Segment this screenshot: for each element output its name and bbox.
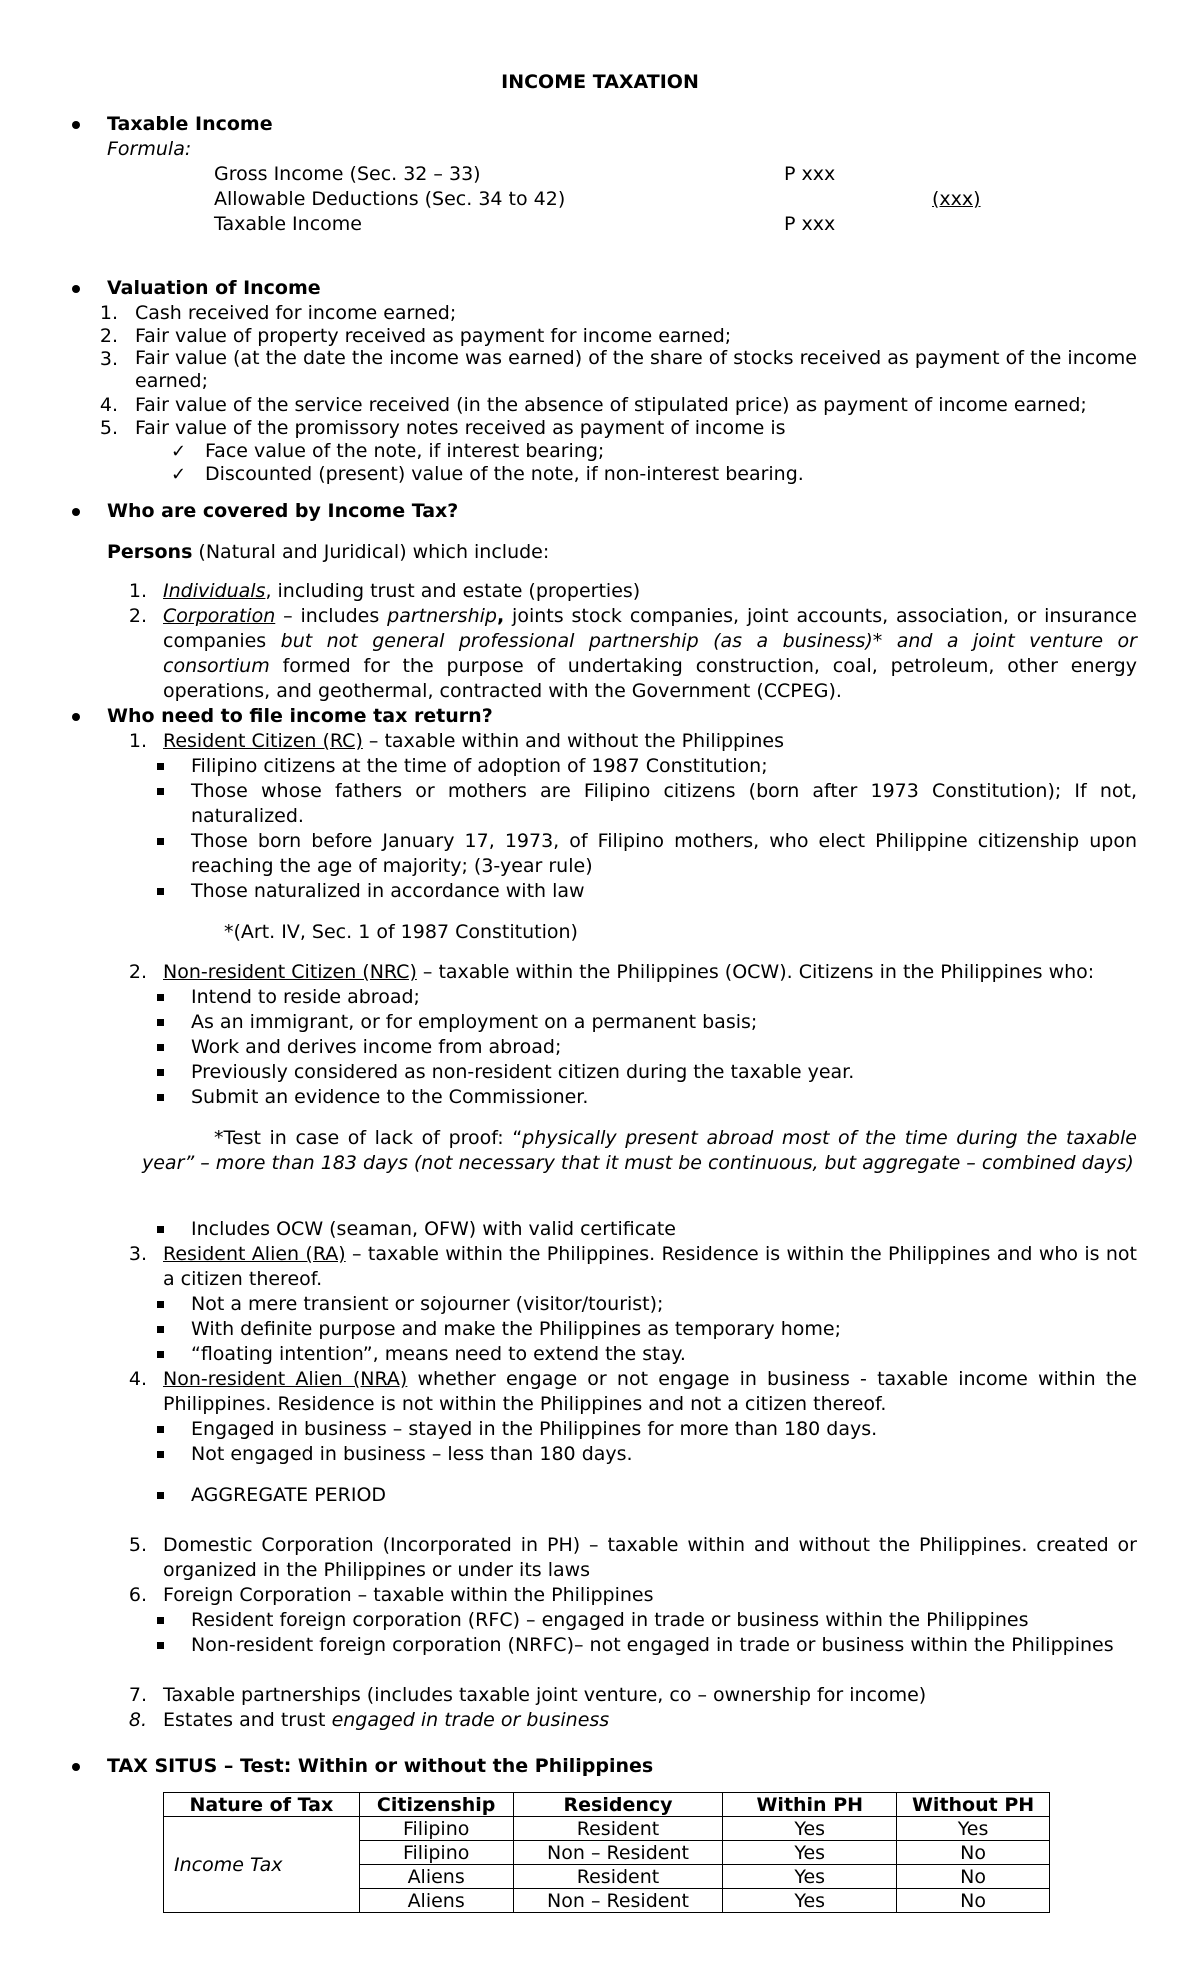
page-title: INCOME TAXATION <box>501 71 699 93</box>
section-heading-situs: TAX SITUS – Test: Within or without the Philippines <box>107 1755 654 1777</box>
check-item: Discounted (present) value of the note, if non-interest bearing. <box>205 463 804 485</box>
square-bullet-icon <box>157 1069 164 1076</box>
table-cell: Non – Resident <box>513 1841 723 1865</box>
square-bullet-icon <box>157 1642 164 1649</box>
list-number: 2. <box>128 605 147 627</box>
list-number: 2. <box>128 961 147 983</box>
table-row <box>164 1817 1050 1841</box>
table-cell: Filipino <box>359 1841 513 1865</box>
column-header: Citizenship <box>359 1793 513 1817</box>
table-cell: Yes <box>723 1889 897 1913</box>
bullet-item: Intend to reside abroad; <box>191 986 420 1008</box>
list-number: 4. <box>99 394 118 416</box>
bullet-item: Not a mere transient or sojourner (visitor/tourist); <box>191 1293 664 1315</box>
list-number: 3. <box>99 348 118 370</box>
bullet-item: Those born before January 17, 1973, of Filipino mothers, who elect Philippine citizenship upon reaching the age of majority; (3-year rule) <box>191 830 1137 877</box>
square-bullet-icon <box>157 994 164 1001</box>
list-number: 8. <box>128 1709 147 1731</box>
list-number: 3. <box>128 1243 147 1265</box>
table-cell: Yes <box>897 1817 1050 1841</box>
section-heading-file: Who need to file income tax return? <box>107 705 493 727</box>
rc-note: *(Art. IV, Sec. 1 of 1987 Constitution) <box>224 921 578 943</box>
square-bullet-icon <box>157 1326 164 1333</box>
tax-situs-table <box>163 1792 1050 1913</box>
check-item: Face value of the note, if interest bearing; <box>205 440 605 462</box>
table-cell: Yes <box>723 1841 897 1865</box>
bullet-item: Work and derives income from abroad; <box>191 1036 562 1058</box>
list-item-dc: Domestic Corporation (Incorporated in PH) – taxable within and without the Philippines. created or organized in the Philippines or under its laws <box>163 1534 1137 1581</box>
list-number: 1. <box>128 580 147 602</box>
column-header: Without PH <box>897 1793 1050 1817</box>
list-number: 1. <box>99 302 118 324</box>
bullet-item: AGGREGATE PERIOD <box>191 1484 387 1506</box>
square-bullet-icon <box>157 1492 164 1499</box>
bullet-item: As an immigrant, or for employment on a permanent basis; <box>191 1011 758 1033</box>
formula-row-amount: (xxx) <box>932 188 981 210</box>
nature-cell: Income Tax <box>164 1817 360 1913</box>
square-bullet-icon <box>157 1617 164 1624</box>
square-bullet-icon <box>157 763 164 770</box>
square-bullet-icon <box>157 1451 164 1458</box>
square-bullet-icon <box>157 1426 164 1433</box>
table-cell: Yes <box>723 1865 897 1889</box>
bullet-icon <box>72 508 80 516</box>
bullet-icon <box>72 713 80 721</box>
section-heading-covered: Who are covered by Income Tax? <box>107 500 459 522</box>
list-number: 6. <box>128 1584 147 1606</box>
table-header-row <box>164 1793 1050 1817</box>
formula-label: Formula: <box>107 138 192 160</box>
bullet-icon <box>72 1763 80 1771</box>
bullet-item: Resident foreign corporation (RFC) – engaged in trade or business within the Philippines <box>191 1609 1029 1631</box>
column-header: Residency <box>513 1793 723 1817</box>
list-number: 4. <box>128 1368 147 1390</box>
formula-row-label: Allowable Deductions (Sec. 34 to 42) <box>214 188 566 210</box>
square-bullet-icon <box>157 1094 164 1101</box>
bullet-item: Filipino citizens at the time of adoption of 1987 Constitution; <box>191 755 768 777</box>
bullet-item: Includes OCW (seaman, OFW) with valid certificate <box>191 1218 676 1240</box>
section-heading-valuation: Valuation of Income <box>107 277 321 299</box>
formula-row-amount: P xxx <box>784 163 836 185</box>
list-number: 2. <box>99 325 118 347</box>
table-cell: Filipino <box>359 1817 513 1841</box>
bullet-item: Engaged in business – stayed in the Philippines for more than 180 days. <box>191 1418 878 1440</box>
table-cell: Aliens <box>359 1865 513 1889</box>
bullet-item: With definite purpose and make the Philippines as temporary home; <box>191 1318 841 1340</box>
list-number: 5. <box>128 1534 147 1556</box>
bullet-icon <box>72 285 80 293</box>
bullet-item: Those naturalized in accordance with law <box>191 880 585 902</box>
list-number: 7. <box>128 1684 147 1706</box>
section-heading-taxable-income: Taxable Income <box>107 113 273 135</box>
bullet-item: “floating intention”, means need to extend the stay. <box>191 1343 686 1365</box>
persons-line: Persons (Natural and Juridical) which include: <box>107 541 550 563</box>
list-item: Fair value of the promissory notes received as payment of income is <box>135 417 786 439</box>
list-item-ra: Resident Alien (RA) – taxable within the Philippines. Residence is within the Philippines and who is not a citizen thereof. <box>163 1243 1138 1290</box>
list-item: Fair value of the service received (in the absence of stipulated price) as payment of income earned; <box>135 394 1087 416</box>
table-cell: Aliens <box>359 1889 513 1913</box>
table-cell: Non – Resident <box>513 1889 723 1913</box>
bullet-icon <box>72 121 80 129</box>
list-item-individuals: Individuals, including trust and estate (properties) <box>163 580 641 602</box>
table-cell: No <box>897 1865 1050 1889</box>
formula-row-amount: P xxx <box>784 213 836 235</box>
list-item: Fair value (at the date the income was earned) of the share of stocks received as payment of the income earned; <box>135 347 1137 392</box>
square-bullet-icon <box>157 1351 164 1358</box>
column-header: Nature of Tax <box>164 1793 360 1817</box>
list-number: 5. <box>99 417 118 439</box>
square-bullet-icon <box>157 788 164 795</box>
list-item-nra: Non-resident Alien (NRA) whether engage or not engage in business - taxable income within the Philippines. Residence is not within the Philippines and not a citizen thereof. <box>163 1368 1137 1415</box>
bullet-item: Previously considered as non-resident citizen during the taxable year. <box>191 1061 855 1083</box>
table-cell: No <box>897 1841 1050 1865</box>
table-cell: Resident <box>513 1865 723 1889</box>
check-icon: ✓ <box>171 464 187 485</box>
square-bullet-icon <box>157 838 164 845</box>
list-item-tp: Taxable partnerships (includes taxable joint venture, co – ownership for income) <box>163 1684 927 1706</box>
list-number: 1. <box>128 730 147 752</box>
list-item-corporation: Corporation – includes partnership, joints stock companies, joint accounts, association, or insurance companies but not general professional partnership (as a business)* and a joint venture or consortium formed for the purpose of undertaking construction, coal, petroleum, other energy operations, and geothermal, contracted with the Government (CCPEG). <box>163 605 1137 702</box>
square-bullet-icon <box>157 888 164 895</box>
list-item-fc: Foreign Corporation – taxable within the Philippines <box>163 1584 654 1606</box>
bullet-item: Submit an evidence to the Commissioner. <box>191 1086 589 1108</box>
square-bullet-icon <box>157 1019 164 1026</box>
table-cell: Yes <box>723 1817 897 1841</box>
table-cell: Resident <box>513 1817 723 1841</box>
nrc-test-note: *Test in case of lack of proof: “physically present abroad most of the time during the taxable year” – more than 183 days (not necessary that it must be continuous, but aggregate – combined days) <box>142 1127 1137 1174</box>
check-icon: ✓ <box>171 441 187 462</box>
bullet-item: Not engaged in business – less than 180 days. <box>191 1443 633 1465</box>
square-bullet-icon <box>157 1044 164 1051</box>
list-item-et: Estates and trust engaged in trade or business <box>163 1709 610 1731</box>
square-bullet-icon <box>157 1301 164 1308</box>
formula-row-label: Taxable Income <box>214 213 362 235</box>
formula-row-label: Gross Income (Sec. 32 – 33) <box>214 163 481 185</box>
bullet-item: Non-resident foreign corporation (NRFC)– not engaged in trade or business within the Philippines <box>191 1634 1114 1656</box>
bullet-item: Those whose fathers or mothers are Filipino citizens (born after 1973 Constitution); If not, naturalized. <box>191 780 1137 827</box>
column-header: Within PH <box>723 1793 897 1817</box>
list-item-rc: Resident Citizen (RC) – taxable within and without the Philippines <box>163 730 785 752</box>
list-item: Fair value of property received as payment for income earned; <box>135 325 732 347</box>
list-item-nrc: Non-resident Citizen (NRC) – taxable within the Philippines (OCW). Citizens in the Philippines who: <box>163 961 1095 983</box>
table-cell: No <box>897 1889 1050 1913</box>
list-item: Cash received for income earned; <box>135 302 457 324</box>
square-bullet-icon <box>157 1226 164 1233</box>
